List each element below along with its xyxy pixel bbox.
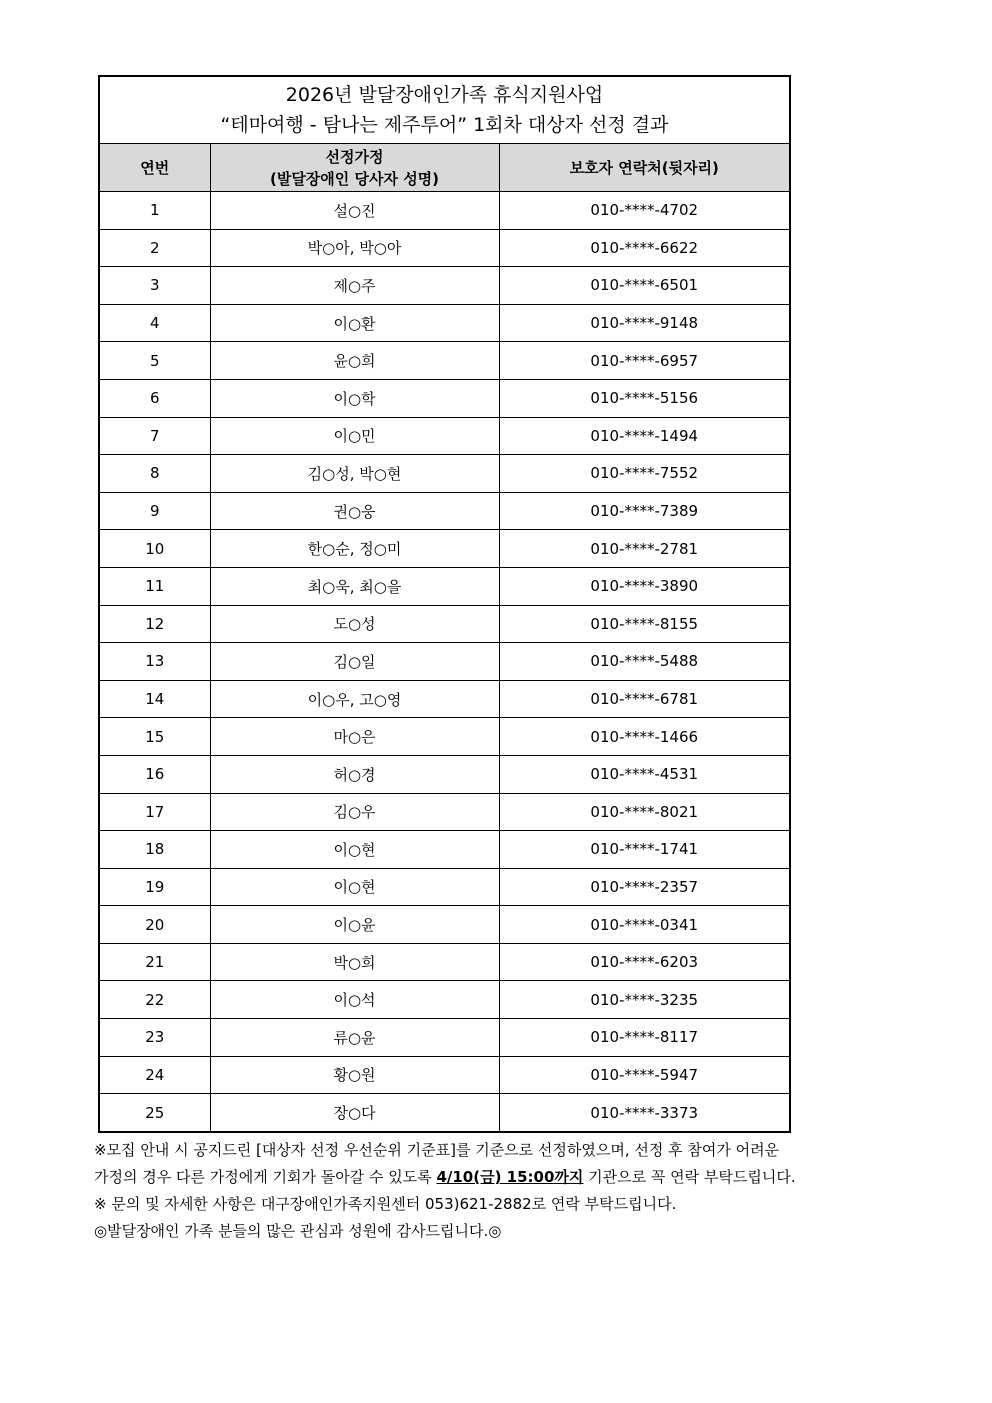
cell-contact: 010-****-4702	[499, 192, 790, 230]
cell-no: 14	[99, 680, 210, 718]
cell-contact: 010-****-1466	[499, 718, 790, 756]
cell-no: 17	[99, 793, 210, 831]
table-row	[99, 755, 790, 793]
cell-name: 김○일	[210, 643, 499, 681]
cell-contact: 010-****-5488	[499, 643, 790, 681]
cell-name: 이○우, 고○영	[210, 680, 499, 718]
cell-contact: 010-****-1494	[499, 417, 790, 455]
cell-name: 황○원	[210, 1056, 499, 1094]
table-row	[99, 492, 790, 530]
cell-no: 20	[99, 906, 210, 944]
table-row	[99, 342, 790, 380]
cell-contact: 010-****-6203	[499, 943, 790, 981]
cell-no: 5	[99, 342, 210, 380]
table-row	[99, 718, 790, 756]
cell-name: 마○은	[210, 718, 499, 756]
cell-contact: 010-****-0341	[499, 906, 790, 944]
table-title	[99, 76, 790, 144]
cell-name: 도○성	[210, 605, 499, 643]
footer-note-inquiry: ※ 문의 및 자세한 사항은 대구장애인가족지원센터 053)621-2882로 연락 부탁드립니다.	[94, 1195, 677, 1213]
cell-no: 24	[99, 1056, 210, 1094]
cell-no: 18	[99, 831, 210, 869]
cell-contact: 010-****-9148	[499, 304, 790, 342]
table-row	[99, 267, 790, 305]
table-row	[99, 1094, 790, 1132]
selection-result-document	[98, 75, 789, 1133]
table-row	[99, 981, 790, 1019]
table-row	[99, 868, 790, 906]
cell-no: 7	[99, 417, 210, 455]
header-family-line-2: (발달장애인 당사자 성명)	[269, 169, 440, 188]
cell-no: 23	[99, 1019, 210, 1057]
cell-name: 이○현	[210, 831, 499, 869]
cell-contact: 010-****-3890	[499, 567, 790, 605]
table-row	[99, 192, 790, 230]
cell-name: 제○주	[210, 267, 499, 305]
footer-deadline-after: 기관으로 꼭 연락 부탁드립니다.	[583, 1168, 796, 1186]
cell-name: 장○다	[210, 1094, 499, 1132]
cell-no: 19	[99, 868, 210, 906]
table-header-row	[99, 144, 790, 192]
cell-contact: 010-****-8117	[499, 1019, 790, 1057]
table-row	[99, 1056, 790, 1094]
table-body	[99, 192, 790, 1132]
table-row	[99, 793, 790, 831]
table-row	[99, 379, 790, 417]
cell-contact: 010-****-1741	[499, 831, 790, 869]
cell-contact: 010-****-4531	[499, 755, 790, 793]
table-row	[99, 831, 790, 869]
cell-no: 16	[99, 755, 210, 793]
footer-note-thanks: ◎발달장애인 가족 분들의 많은 관심과 성원에 감사드립니다.◎	[94, 1222, 502, 1240]
cell-name: 류○윤	[210, 1019, 499, 1057]
cell-name: 한○순, 정○미	[210, 530, 499, 568]
cell-no: 9	[99, 492, 210, 530]
table-row	[99, 943, 790, 981]
header-family-line-1: 선정가정	[325, 147, 384, 166]
footer-note-deadline	[94, 1164, 904, 1191]
cell-contact: 010-****-7389	[499, 492, 790, 530]
cell-contact: 010-****-3373	[499, 1094, 790, 1132]
table-row	[99, 417, 790, 455]
cell-name: 윤○희	[210, 342, 499, 380]
cell-no: 4	[99, 304, 210, 342]
cell-name: 김○우	[210, 793, 499, 831]
cell-name: 이○학	[210, 379, 499, 417]
cell-name: 이○민	[210, 417, 499, 455]
cell-name: 최○욱, 최○을	[210, 567, 499, 605]
cell-no: 25	[99, 1094, 210, 1132]
header-no: 연번	[99, 144, 210, 192]
table-row	[99, 530, 790, 568]
footer-deadline-date: 4/10(금) 15:00까지	[436, 1168, 584, 1186]
table-row	[99, 567, 790, 605]
cell-no: 15	[99, 718, 210, 756]
cell-contact: 010-****-6781	[499, 680, 790, 718]
cell-name: 이○윤	[210, 906, 499, 944]
footer-note-selection: ※모집 안내 시 공지드린 [대상자 선정 우선순위 기준표]를 기준으로 선정하였으며, 선정 후 참여가 어려운	[94, 1141, 780, 1159]
cell-no: 11	[99, 567, 210, 605]
table-row	[99, 1019, 790, 1057]
cell-name: 이○석	[210, 981, 499, 1019]
header-family	[210, 144, 499, 192]
cell-name: 권○웅	[210, 492, 499, 530]
cell-contact: 010-****-6622	[499, 229, 790, 267]
cell-name: 김○성, 박○현	[210, 455, 499, 493]
cell-name: 허○경	[210, 755, 499, 793]
cell-no: 6	[99, 379, 210, 417]
cell-name: 이○환	[210, 304, 499, 342]
cell-contact: 010-****-6501	[499, 267, 790, 305]
table-row	[99, 605, 790, 643]
footer-notes	[94, 1137, 904, 1245]
cell-contact: 010-****-3235	[499, 981, 790, 1019]
cell-contact: 010-****-5947	[499, 1056, 790, 1094]
cell-contact: 010-****-8021	[499, 793, 790, 831]
cell-name: 박○희	[210, 943, 499, 981]
table-row	[99, 643, 790, 681]
table-row	[99, 304, 790, 342]
cell-name: 박○아, 박○아	[210, 229, 499, 267]
cell-contact: 010-****-7552	[499, 455, 790, 493]
title-line-1: 2026년 발달장애인가족 휴식지원사업	[285, 84, 604, 106]
cell-name: 설○진	[210, 192, 499, 230]
cell-no: 12	[99, 605, 210, 643]
selection-result-table	[98, 75, 791, 1133]
cell-contact: 010-****-2781	[499, 530, 790, 568]
cell-no: 22	[99, 981, 210, 1019]
table-row	[99, 455, 790, 493]
cell-no: 2	[99, 229, 210, 267]
cell-no: 8	[99, 455, 210, 493]
table-row	[99, 229, 790, 267]
cell-contact: 010-****-6957	[499, 342, 790, 380]
cell-no: 3	[99, 267, 210, 305]
table-row	[99, 680, 790, 718]
table-row	[99, 906, 790, 944]
cell-contact: 010-****-2357	[499, 868, 790, 906]
cell-no: 21	[99, 943, 210, 981]
cell-no: 10	[99, 530, 210, 568]
cell-contact: 010-****-8155	[499, 605, 790, 643]
cell-name: 이○현	[210, 868, 499, 906]
cell-contact: 010-****-5156	[499, 379, 790, 417]
cell-no: 13	[99, 643, 210, 681]
footer-deadline-before: 가정의 경우 다른 가정에게 기회가 돌아갈 수 있도록	[94, 1168, 437, 1186]
header-contact: 보호자 연락처(뒷자리)	[499, 144, 790, 192]
title-line-2: “테마여행 - 탐나는 제주투어” 1회차 대상자 선정 결과	[220, 114, 669, 136]
cell-no: 1	[99, 192, 210, 230]
